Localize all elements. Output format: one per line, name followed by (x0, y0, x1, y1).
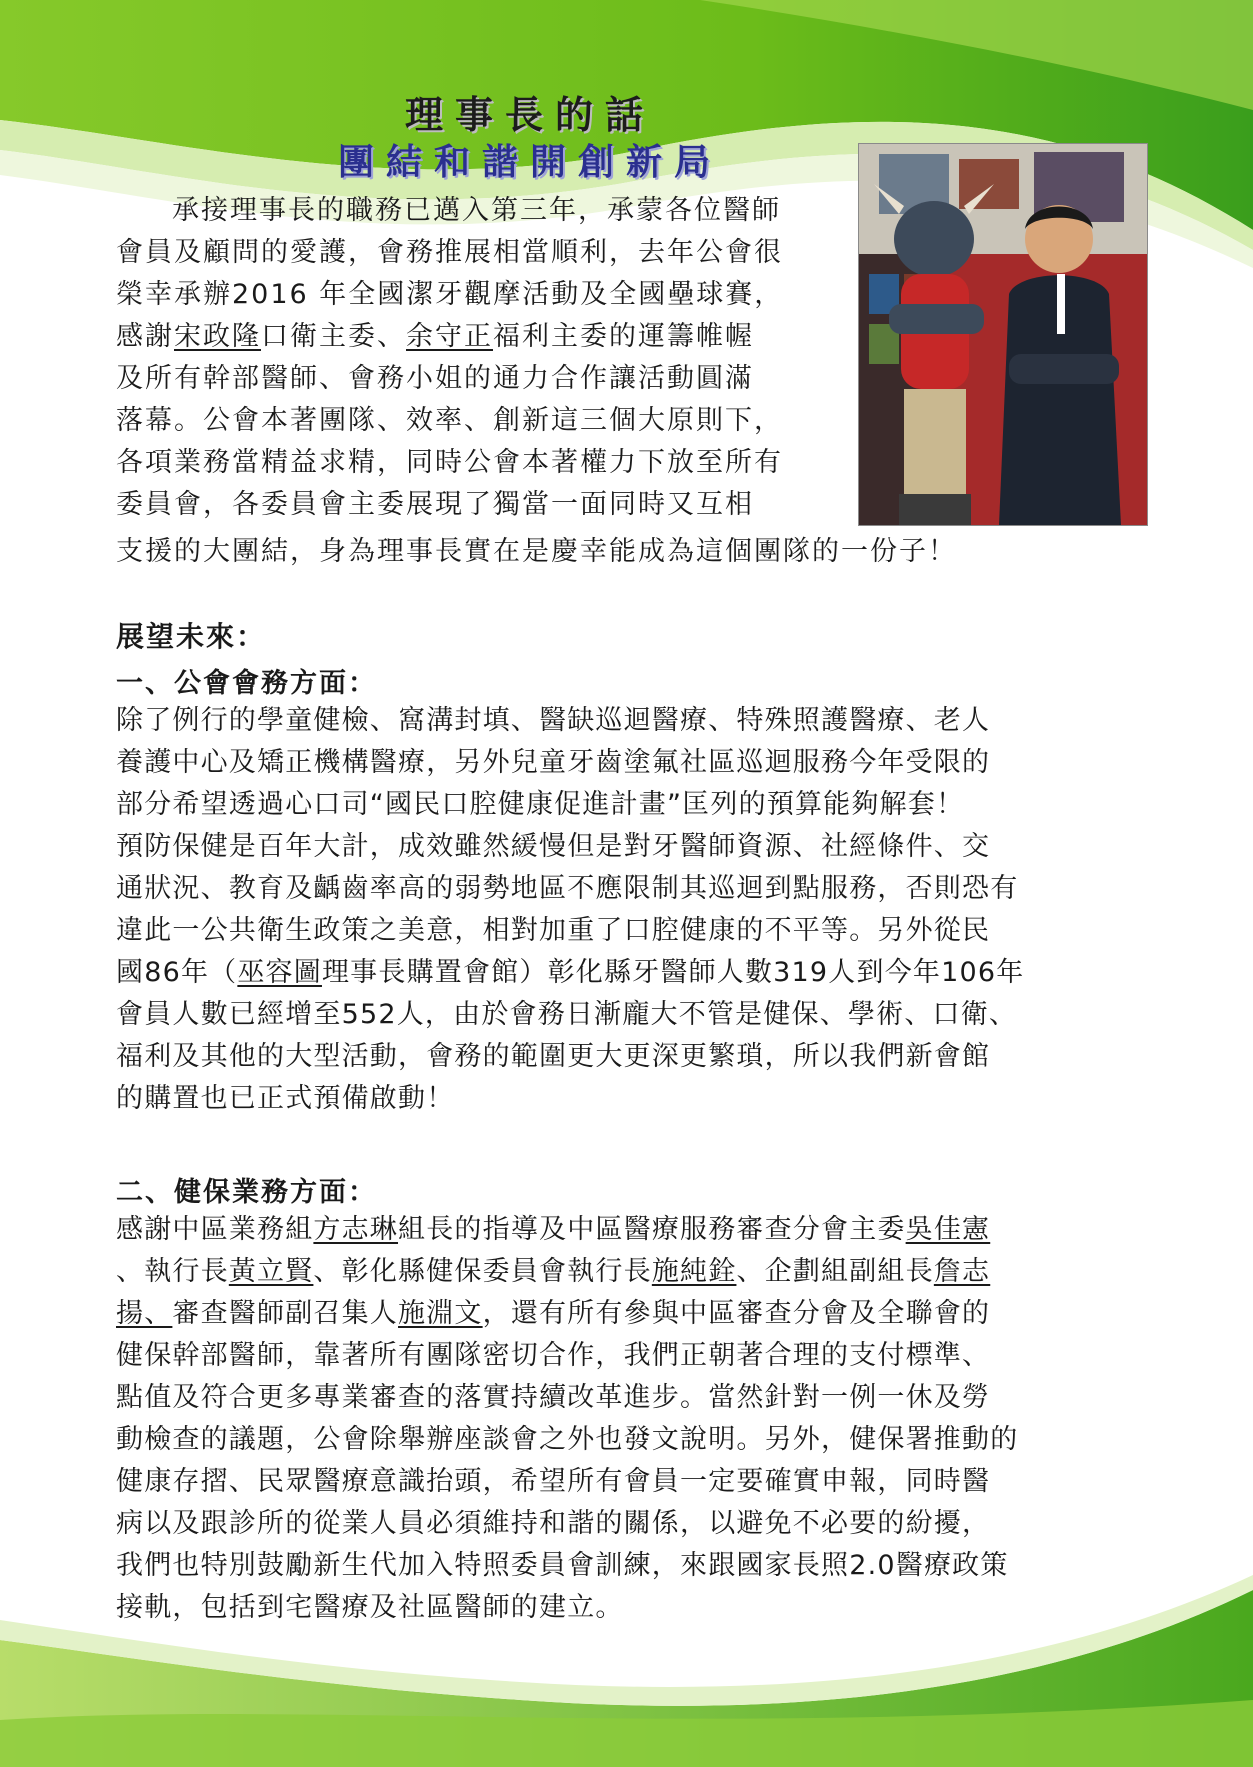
underlined-name: 揚、 (116, 1298, 173, 1329)
text-line (116, 1377, 1018, 1419)
text-line (116, 442, 783, 484)
text-line (116, 484, 783, 526)
text-run: 接軌，包括到宅醫療及社區醫師的建立。 (116, 1592, 624, 1623)
text-run: 會員人數已經增至552人，由於會務日漸龐大不管是健保、學術、口衛、 (116, 999, 1018, 1030)
text-run: 、企劃組副組長 (736, 1256, 934, 1287)
text-run: 的購置也已正式預備啟動！ (116, 1083, 455, 1114)
intro-paragraph (116, 190, 783, 526)
text-run: 會員及顧問的愛護，會務推展相當順利，去年公會很 (116, 237, 783, 268)
text-line (116, 316, 783, 358)
text-line (116, 1036, 1024, 1078)
text-line (116, 910, 1024, 952)
section1-title: 一、公會會務方面： (116, 668, 377, 699)
text-line (116, 952, 1024, 994)
text-run: 病以及跟診所的從業人員必須維持和諧的關係，以避免不必要的紛擾， (116, 1508, 991, 1539)
underlined-name: 宋政隆 (174, 321, 261, 352)
text-line (116, 1419, 1018, 1461)
text-run: 預防保健是百年大計，成效雖然緩慢但是對牙醫師資源、社經條件、交 (116, 831, 991, 862)
underlined-name: 黃立賢 (228, 1256, 314, 1287)
text-run: 通狀況、教育及齲齒率高的弱勢地區不應限制其巡迴到點服務，否則恐有 (116, 873, 1019, 904)
text-line (116, 700, 1024, 742)
text-run: 承接理事長的職務已邁入第三年，承蒙各位醫師 (172, 195, 781, 226)
text-line (116, 1078, 1024, 1120)
text-line (116, 1293, 1018, 1335)
underlined-name: 詹志 (933, 1256, 991, 1287)
text-line (116, 190, 783, 232)
underlined-name: 吳佳憲 (905, 1214, 991, 1245)
text-run: 我們也特別鼓勵新生代加入特照委員會訓練，來跟國家長照2.0醫療政策 (116, 1550, 1009, 1581)
text-run: 動檢查的議題，公會除舉辦座談會之外也發文說明。另外，健保署推動的 (116, 1424, 1019, 1455)
future-heading: 展望未來： (116, 620, 267, 653)
text-line (116, 400, 783, 442)
text-line (116, 994, 1024, 1036)
intro-last-line: 支援的大團結，身為理事長實在是慶幸能成為這個團隊的一份子！ (116, 536, 957, 567)
text-run: 健康存摺、民眾醫療意識抬頭，希望所有會員一定要確實申報，同時醫 (116, 1466, 991, 1497)
text-run: 福利主委的運籌帷幄 (493, 321, 754, 352)
text-run: 及所有幹部醫師、會務小姐的通力合作讓活動圓滿 (116, 363, 754, 394)
underlined-name: 方志琳 (313, 1214, 399, 1245)
text-run: 部分希望透過心口司“國民口腔健康促進計畫”匡列的預算能夠解套！ (116, 789, 965, 820)
text-run: 點值及符合更多專業審查的落實持續改革進步。當然針對一例一休及勞 (116, 1382, 991, 1413)
text-run: 國86年（ (116, 957, 238, 988)
text-line (116, 274, 783, 316)
chairman-photo (858, 143, 1148, 526)
text-line (116, 1587, 1018, 1629)
underlined-name: 巫容圖 (237, 957, 322, 988)
text-run: 、執行長 (116, 1256, 229, 1287)
text-line (116, 826, 1024, 868)
text-run: 、彰化縣健保委員會執行長 (313, 1256, 652, 1287)
text-line (116, 1545, 1018, 1587)
text-line (116, 232, 783, 274)
text-line (116, 742, 1024, 784)
text-run: 榮幸承辦2016 年全國潔牙觀摩活動及全國壘球賽， (116, 279, 784, 310)
section2-title: 二、健保業務方面： (116, 1177, 377, 1208)
text-run: 理事長購置會館）彰化縣牙醫師人數319人到今年106年 (321, 957, 1025, 988)
text-line (116, 868, 1024, 910)
text-run: 除了例行的學童健檢、窩溝封填、醫缺巡迴醫療、特殊照護醫療、老人 (116, 705, 991, 736)
page-title: 理事長的話 (404, 93, 655, 137)
text-run: 各項業務當精益求精，同時公會本著權力下放至所有 (116, 447, 783, 478)
text-run: 違此一公共衛生政策之美意，相對加重了口腔健康的不平等。另外從民 (116, 915, 991, 946)
text-run: 感謝中區業務組 (116, 1214, 314, 1245)
chairman-photo-illustration (859, 144, 1147, 525)
section1-body (116, 700, 1024, 1120)
section2-body (116, 1209, 1018, 1629)
text-line (116, 1251, 1018, 1293)
text-run: 口衛主委、 (261, 321, 406, 352)
underlined-name: 施淵文 (398, 1298, 483, 1329)
text-line (116, 358, 783, 400)
text-line (116, 1461, 1018, 1503)
text-line (116, 1335, 1018, 1377)
text-line (116, 1209, 1018, 1251)
text-run: 組長的指導及中區醫療服務審查分會主委 (398, 1214, 906, 1245)
text-run: 落幕。公會本著團隊、效率、創新這三個大原則下， (116, 405, 783, 436)
text-run: 健保幹部醫師，靠著所有團隊密切合作，我們正朝著合理的支付標準、 (116, 1340, 991, 1371)
page-subtitle: 團結和諧開創新局 (337, 142, 722, 183)
text-run: 委員會，各委員會主委展現了獨當一面同時又互相 (116, 489, 754, 520)
text-run: 感謝 (116, 321, 174, 352)
text-line (116, 1503, 1018, 1545)
text-run: ，還有所有參與中區審查分會及全聯會的 (482, 1298, 991, 1329)
text-line (116, 784, 1024, 826)
text-run: 審查醫師副召集人 (172, 1298, 399, 1329)
underlined-name: 余守正 (406, 321, 493, 352)
text-run: 福利及其他的大型活動，會務的範圍更大更深更繁瑣，所以我們新會館 (116, 1041, 991, 1072)
text-run: 養護中心及矯正機構醫療，另外兒童牙齒塗氟社區巡迴服務今年受限的 (116, 747, 991, 778)
underlined-name: 施純銓 (651, 1256, 737, 1287)
